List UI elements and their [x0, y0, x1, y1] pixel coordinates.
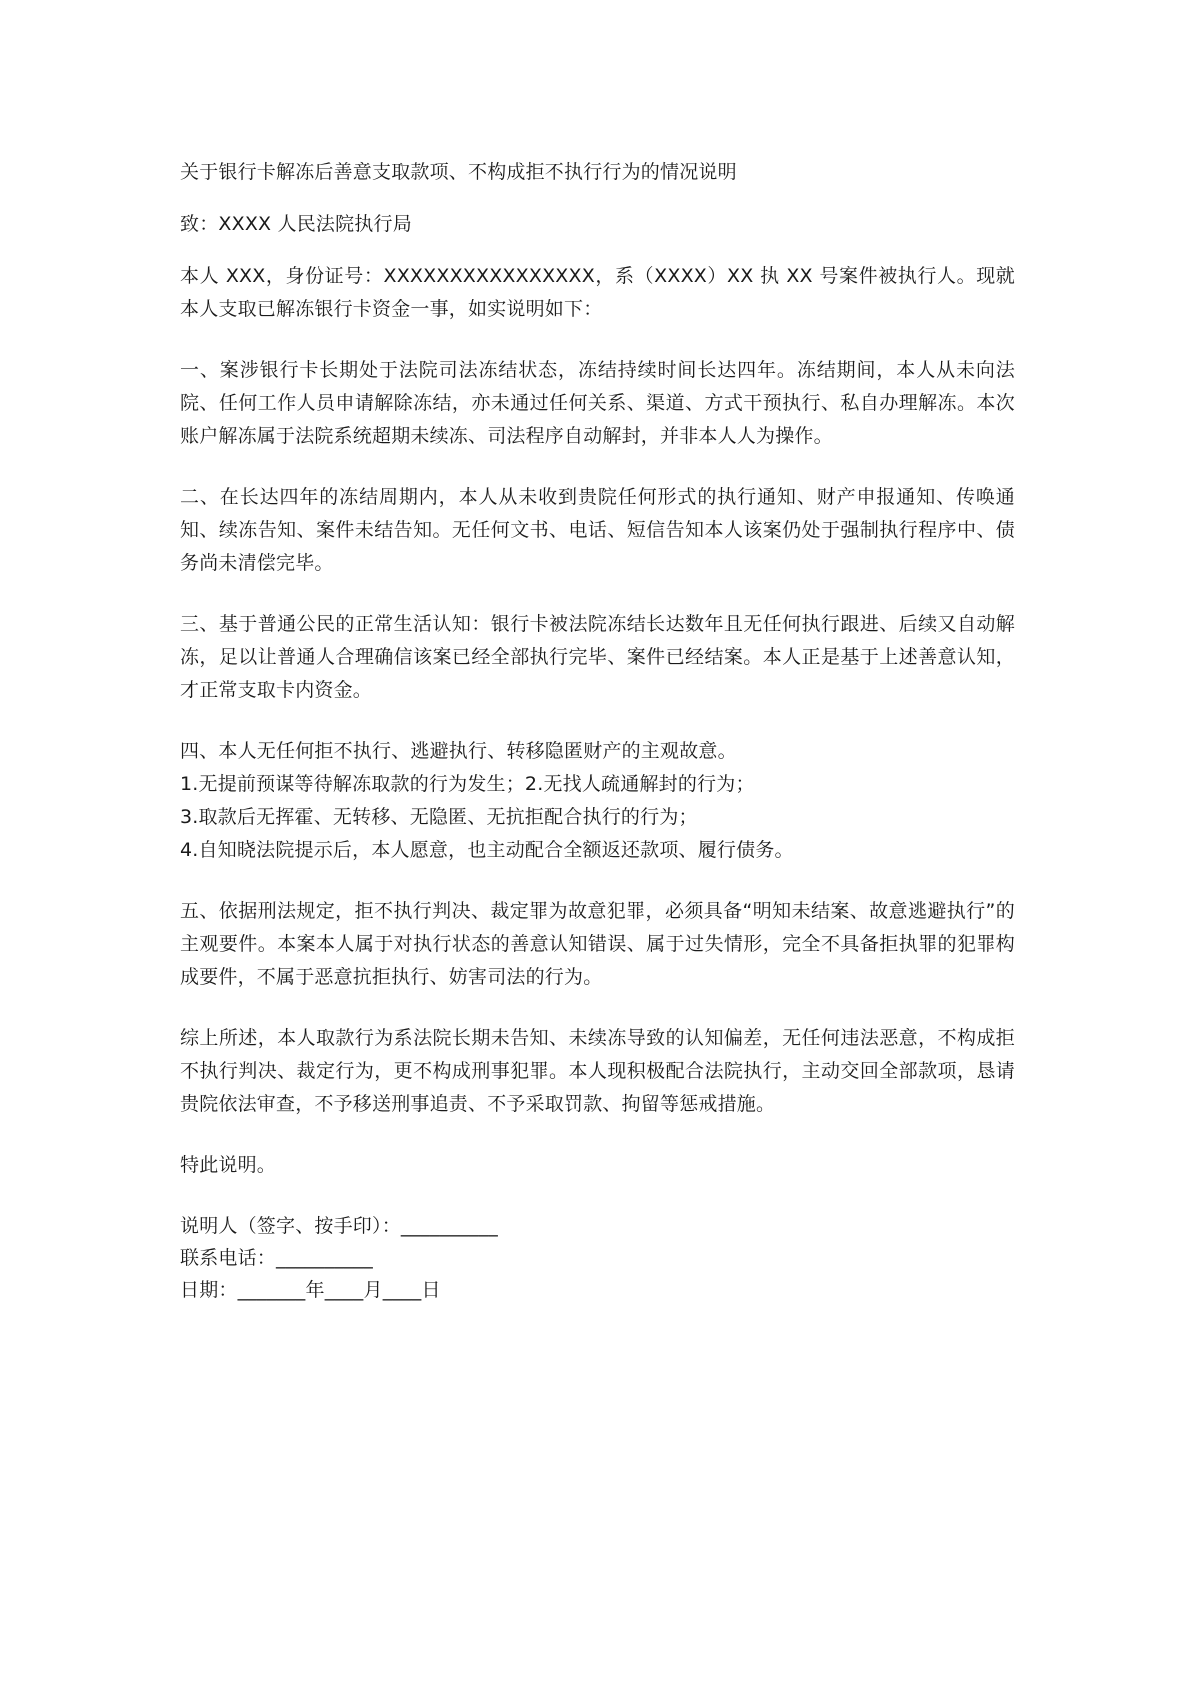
document-page: [180, 156, 1015, 1306]
section-four-block: [180, 735, 1015, 867]
intro-paragraph: 本人 XXX，身份证号：XXXXXXXXXXXXXXXX，系（XXXX）XX 执 XX 号案件被执行人。现就本人支取已解冻银行卡资金一事，如实说明如下：: [180, 265, 1015, 320]
document-title: 关于银行卡解冻后善意支取款项、不构成拒不执行行为的情况说明: [180, 161, 737, 183]
section-five-paragraph: 五、依据刑法规定，拒不执行判决、裁定罪为故意犯罪，必须具备“明知未结案、故意逃避执行”的主观要件。本案本人属于对执行状态的善意认知错误、属于过失情形，完全不具备拒执罪的犯罪构成要件，不属于恶意抗拒执行、妨害司法的行为。: [180, 900, 1015, 988]
signer-field: 说明人（签字、按手印）：__________: [180, 1215, 498, 1237]
section-four-item: 4.自知晓法院提示后，本人愿意，也主动配合全额返还款项、履行债务。: [180, 839, 794, 861]
date-field: 日期：_______年____月____日: [180, 1279, 441, 1301]
section-four-item: 1.无提前预谋等待解冻取款的行为发生；2.无找人疏通解封的行为；: [180, 773, 755, 795]
section-one-paragraph: 一、案涉银行卡长期处于法院司法冻结状态，冻结持续时间长达四年。冻结期间，本人从未向法院、任何工作人员申请解除冻结，亦未通过任何关系、渠道、方式干预执行、私自办理解冻。本次账户解冻属于法院系统超期未续冻、司法程序自动解封，并非本人人为操作。: [180, 359, 1015, 447]
section-four-heading: 四、本人无任何拒不执行、逃避执行、转移隐匿财产的主观故意。: [180, 740, 737, 762]
phone-field: 联系电话：__________: [180, 1247, 374, 1269]
signature-block: [180, 1210, 1015, 1306]
section-four-item: 3.取款后无挥霍、无转移、无隐匿、无抗拒配合执行的行为；: [180, 806, 698, 828]
section-two-paragraph: 二、在长达四年的冻结周期内，本人从未收到贵院任何形式的执行通知、财产申报通知、传唤通知、续冻告知、案件未结告知。无任何文书、电话、短信告知本人该案仍处于强制执行程序中、债务尚未清偿完毕。: [180, 486, 1015, 574]
summary-paragraph: 综上所述，本人取款行为系法院长期未告知、未续冻导致的认知偏差，无任何违法恶意，不构成拒不执行判决、裁定行为，更不构成刑事犯罪。本人现积极配合法院执行，主动交回全部款项，恳请贵院依法审查，不予移送刑事追责、不予采取罚款、拘留等惩戒措施。: [180, 1027, 1015, 1115]
section-three-paragraph: 三、基于普通公民的正常生活认知：银行卡被法院冻结长达数年且无任何执行跟进、后续又自动解冻，足以让普通人合理确信该案已经全部执行完毕、案件已经结案。本人正是基于上述善意认知，才正常支取卡内资金。: [180, 613, 1015, 701]
addressee-line: 致：XXXX 人民法院执行局: [180, 213, 412, 235]
closing-line: 特此说明。: [180, 1154, 277, 1176]
